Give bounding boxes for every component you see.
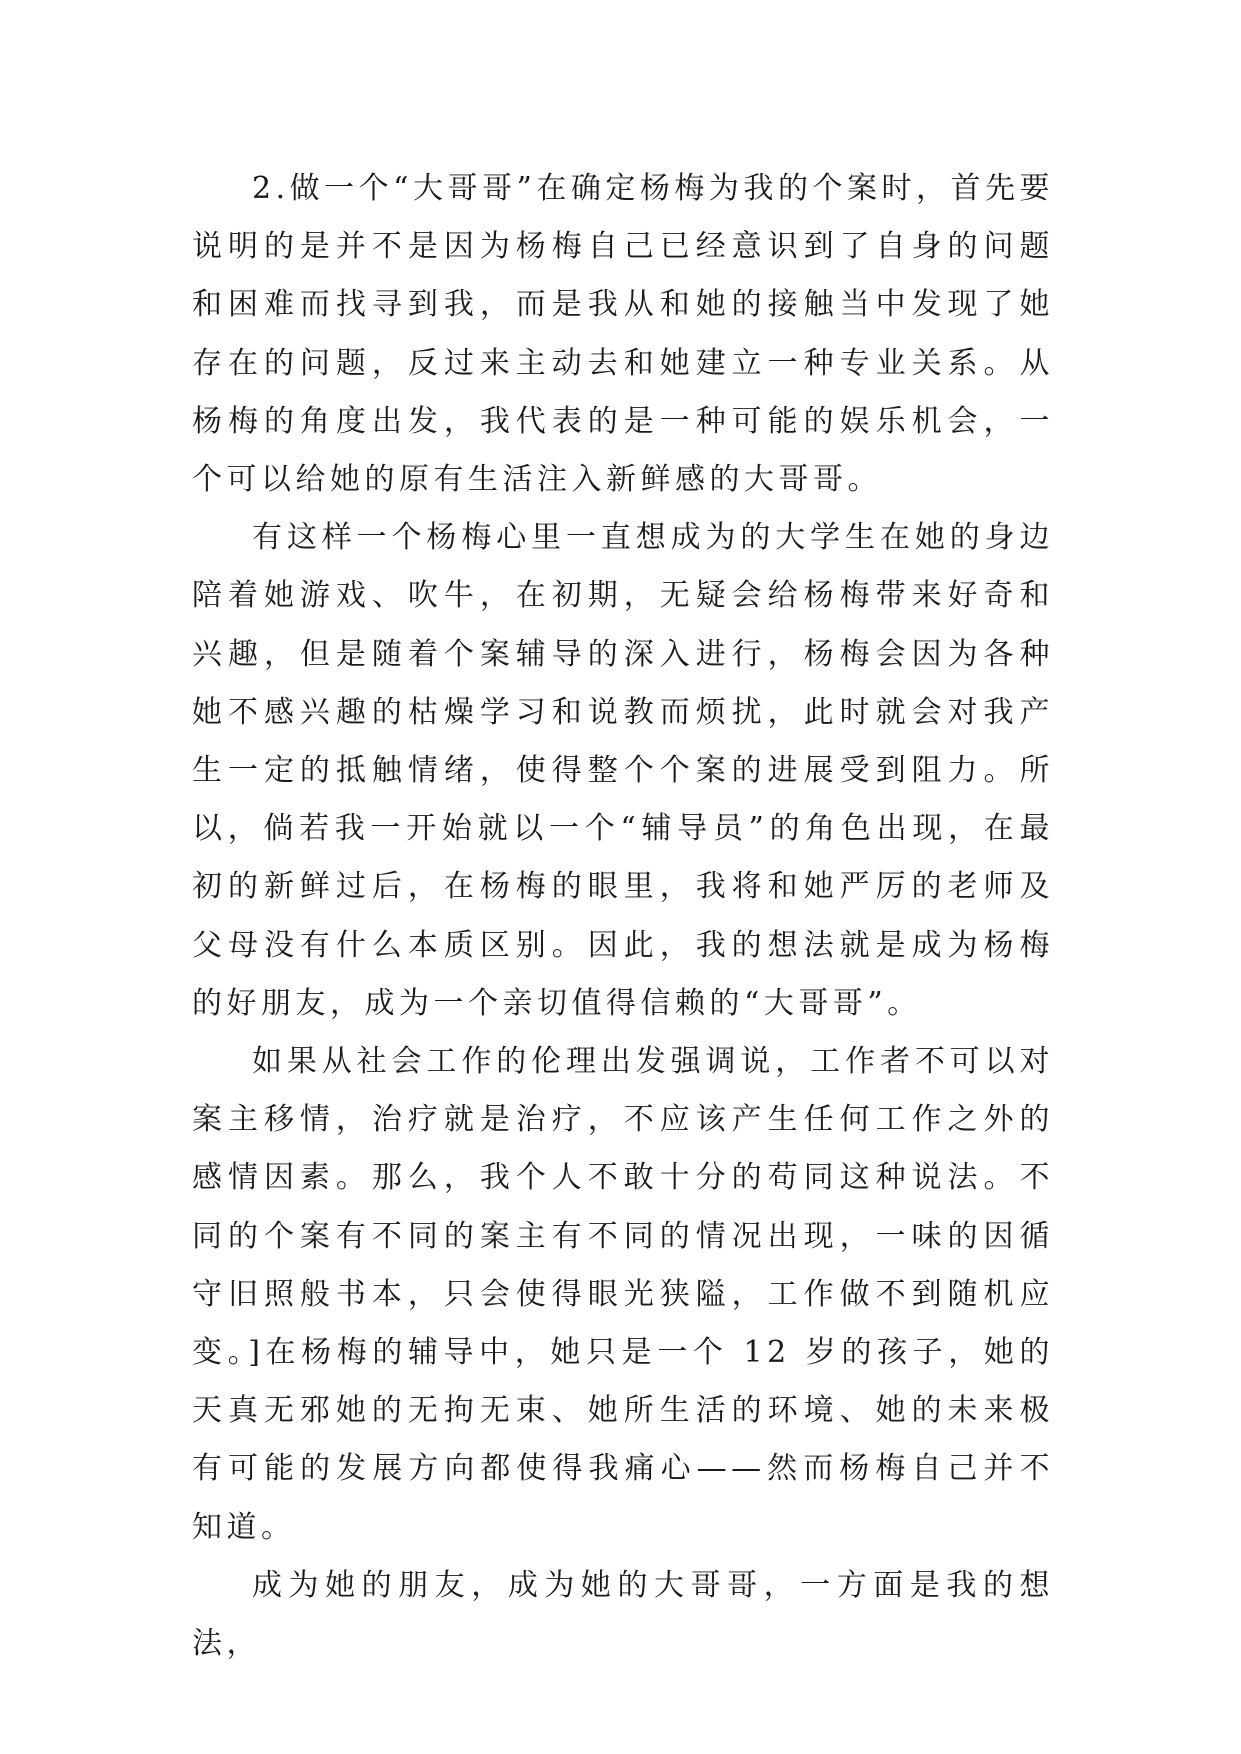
body-text (192, 160, 1054, 1673)
paragraph-3: 如果从社会工作的伦理出发强调说，工作者不可以对案主移情，治疗就是治疗，不应该产生任何工作之外的感情因素。那么，我个人不敢十分的苟同这种说法。不同的个案有不同的案主有不同的情况出现，一味的因循守旧照般书本，只会使得眼光狭隘，工作做不到随机应变。]在杨梅的辅导中，她只是一个 12 岁的孩子，她的天真无邪她的无拘无束、她所生活的环境、她的未来极有可能的发展方向都使得我痛心——然而杨梅自己并不知道。 (192, 1044, 1054, 1545)
paragraph-4: 成为她的朋友，成为她的大哥哥，一方面是我的想法， (192, 1567, 1054, 1662)
paragraph-1: 2.做一个“大哥哥”在确定杨梅为我的个案时，首先要说明的是并不是因为杨梅自己已经意识到了自身的问题和困难而找寻到我，而是我从和她的接触当中发现了她存在的问题，反过来主动去和她建立一种专业关系。从杨梅的角度出发，我代表的是一种可能的娱乐机会，一个可以给她的原有生活注入新鲜感的大哥哥。 (192, 171, 1054, 498)
paragraph-2: 有这样一个杨梅心里一直想成为的大学生在她的身边陪着她游戏、吹牛，在初期，无疑会给杨梅带来好奇和兴趣，但是随着个案辅导的深入进行，杨梅会因为各种她不感兴趣的枯燥学习和说教而烦扰，此时就会对我产生一定的抵触情绪，使得整个个案的进展受到阻力。所以，倘若我一开始就以一个“辅导员”的角色出现，在最初的新鲜过后，在杨梅的眼里，我将和她严厉的老师及父母没有什么本质区别。因此，我的想法就是成为杨梅的好朋友，成为一个亲切值得信赖的“大哥哥”。 (192, 520, 1054, 1021)
